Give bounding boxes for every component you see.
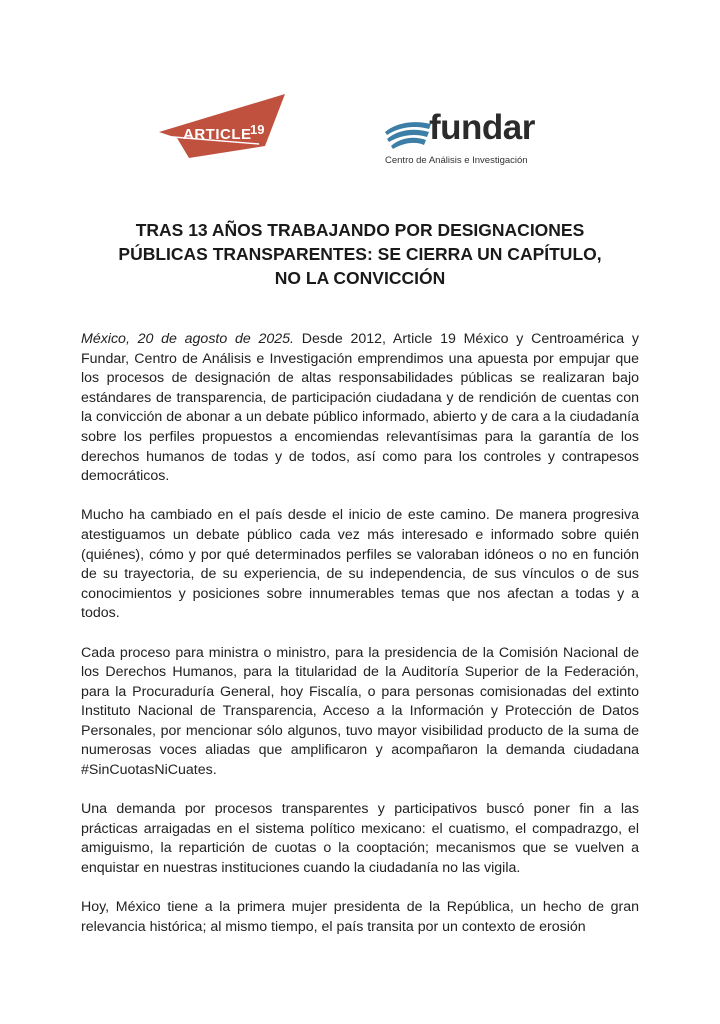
paragraph-text: Desde 2012, Article 19 México y Centroamérica y Fundar, Centro de Análisis e Investigación emprendimos una apuesta por empujar que los procesos de designación de altas responsabilidades públicas se realizaran bajo estándares de transparencia, de participación ciudadana y de rendición de cuentas con la convicción de abonar a un debate público informado, abierto y de cara a la ciudadanía sobre los perfiles propuestos a encomiendas relevantísimas para la garantía de los derechos humanos de todas y de todos, así como para los controles y contrapesos democráticos. [81, 331, 639, 485]
fundar-logo [383, 108, 563, 168]
paragraph: Cada proceso para ministra o ministro, para la presidencia de la Comisión Nacional de los Derechos Humanos, para la titularidad de la Auditoría Superior de la Federación, para la Procuraduría General, hoy Fiscalía, o para personas comisionadas del extinto Instituto Nacional de Transparencia, Acceso a la Información y Protección de Datos Personales, por mencionar sólo algunos, tuvo mayor visibilidad producto de la suma de numerosas voces aliadas que amplificaron y acompañaron la demanda ciudadana #SinCuotasNiCuates. [81, 644, 639, 779]
article19-logo [155, 92, 287, 160]
article19-logo-shape [155, 92, 287, 160]
article19-logo-number: 19 [250, 122, 265, 137]
dateline: México, 20 de agosto de 2025. [81, 331, 294, 347]
fundar-tagline: Centro de Análisis e Investigación [385, 155, 528, 166]
document-body [81, 330, 639, 957]
fundar-wordmark: fundar [429, 108, 535, 147]
title-line: NO LA CONVICCIÓN [274, 268, 446, 288]
title-line: TRAS 13 AÑOS TRABAJANDO POR DESIGNACIONES [135, 220, 585, 240]
paragraph: Mucho ha cambiado en el país desde el inicio de este camino. De manera progresiva atestiguamos un debate público cada vez más interesado e informado sobre quién (quiénes), cómo y por qué determinados perfiles se valoraban idóneos o no en función de su trayectoria, de su experiencia, de su independencia, de sus vínculos o de sus conocimientos y posiciones sobre innumerables temas que nos afectan a todas y a todos. [81, 507, 639, 622]
paragraph: Una demanda por procesos transparentes y participativos buscó poner fin a las prácticas arraigadas en el sistema político mexicano: el cuatismo, el compadrazgo, el amiguismo, la repartición de cuotas o la cooptación; mecanismos que se vuelven a enquistar en nuestras instituciones cuando la ciudadanía no las vigila. [81, 801, 639, 877]
title-line: PÚBLICAS TRANSPARENTES: SE CIERRA UN CAPÍTULO, [118, 244, 602, 264]
document-title [80, 218, 640, 290]
paragraph: Hoy, México tiene a la primera mujer presidenta de la República, un hecho de gran relevancia histórica; al mismo tiempo, el país transita por un contexto de erosión [81, 899, 639, 935]
article19-logo-text: ARTICLE [183, 126, 252, 143]
paragraph [81, 330, 639, 487]
fundar-waves-icon [383, 120, 435, 150]
